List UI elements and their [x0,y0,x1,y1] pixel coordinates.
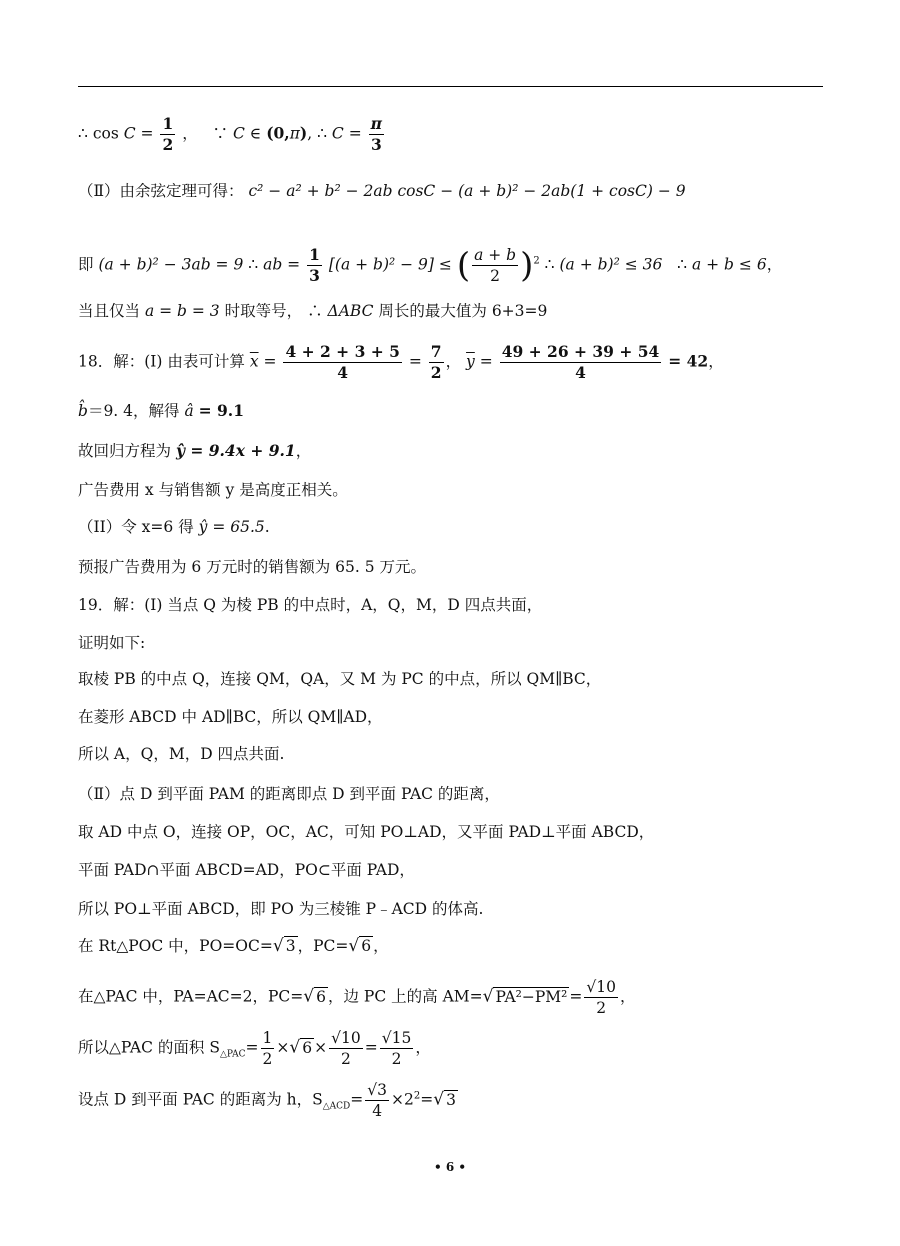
fraction-half: $\frac{1}{2}$ [262,1029,273,1068]
header-rule [78,86,823,87]
fraction-one-half: $\frac{1}{2}$ [162,114,174,154]
line-height: 所以 PO⊥平面 ABCD，即 PO 为三棱锥 P﹣ACD 的体高. [78,900,484,918]
fraction-pi-over-three: $\frac{\pi}{3}$ [370,114,383,154]
fraction-sqrt10-half: $\frac{√10}{2}$ [331,1029,361,1068]
line-equality-condition: 当且仅当 a = b = 3 时取等号， ∴ ΔABC 周长的最大值为 6+3=9 [78,302,548,320]
fraction-x-mean: $\frac{4 + 2 + 3 + 5}{4}$ [285,342,400,382]
page-number: • 6 • [433,1160,467,1174]
line-cos-c: ∴ cos C = $\frac{1}{2}$ ， ∵ C ∈ (0,π), ∴ C = $\frac{\pi}{3}$ [78,114,383,154]
line-rt-triangle: 在 Rt△POC 中，PO=OC=√ 3 ，PC=√ 6 ， [78,936,389,956]
line-midpoint-o: 取 AD 中点 O，连接 OP，OC，AC，可知 PO⊥AD，又平面 PAD⊥平面 ABCD， [78,823,655,841]
line-proof-2: 在菱形 ABCD 中 AD∥BC，所以 QM∥AD， [78,708,383,726]
line-plane-intersection: 平面 PAD∩平面 ABCD=AD，PO⊂平面 PAD， [78,861,415,879]
line-proof-3: 所以 A，Q，M，D 四点共面. [78,745,285,763]
fraction-y-mean: $\frac{49 + 26 + 39 + 54}{4}$ [501,342,660,382]
line-problem-19: 19．解：(Ⅰ) 当点 Q 为棱 PB 的中点时，A，Q，M，D 四点共面， [78,596,543,614]
fraction-a-plus-b-over-two: $\frac{a + b}{2}$ [474,246,517,285]
fraction-sqrt10-over-2: $\frac{√10}{2}$ [586,978,617,1017]
fraction-one-third: $\frac{1}{3}$ [309,245,320,285]
fraction-seven-halves: $\frac{7}{2}$ [430,342,442,382]
line-law-of-cosines: （Ⅱ）由余弦定理可得： c² − a² + b² − 2ab cosC − (a + b)² − 2ab(1 + cosC) − 9 [78,182,686,200]
line-forecast: 预报广告费用为 6 万元时的销售额为 65. 5 万元。 [78,558,427,576]
fraction-sqrt15-half: $\frac{√15}{2}$ [381,1029,412,1068]
line-area-pac: 所以△PAC 的面积 $S_{\triangle PAC}=$ $\frac{1}{2}$ ×√ 6 × $\frac{√10}{2}$ = $\frac{√15}{2}$ ， [78,1029,431,1068]
line-correlation: 广告费用 x 与销售额 y 是高度正相关。 [78,481,348,499]
line-part-ii-predict: （II）令 x=6 得 ŷ = 65.5. [78,518,270,536]
line-inequality: 即 (a + b)² − 3ab = 9 ∴ ab = $\frac{1}{3}$ [(a + b)² − 9] ≤ ( $\frac{a + b}{2}$ )$^2$ ∴ (a + b)² ≤ 36 ∴ a + b ≤ 6， [78,245,783,286]
line-regression-equation: 故回归方程为 ŷ = 9.4x + 9.1， [78,441,312,460]
line-proof-1: 取棱 PB 的中点 Q，连接 QM，QA，又 M 为 PC 的中点，所以 QM∥BC， [78,670,602,688]
line-coefficients: b̂＝9. 4，解得 â = 9.1 [78,401,244,420]
therefore-symbol: ∴ [78,124,88,143]
line-problem-18-means: 18．解：(I) 由表可计算 $\overline{x}$ = $\frac{4 + 2 + 3 + 5}{4}$ = $\frac{7}{2}$ ， $\overline{y}$ = $\frac{49 + 26 + 39 + 54}{4}$ = 42， [78,342,724,382]
line-distance-h: 设点 D 到平面 PAC 的距离为 h，$S_{\triangle ACD}=$ $\frac{√3}{4}$ $\times 2^2=√$ 3 [78,1081,456,1120]
line-proof-intro: 证明如下: [78,634,146,652]
line-part-ii-distance: （Ⅱ）点 D 到平面 PAM 的距离即点 D 到平面 PAC 的距离， [78,785,500,803]
line-triangle-pac: 在△PAC 中，PA=AC=2，PC=√ 6 ，边 PC 上的高 AM=√ PA²−PM² = $\frac{√10}{2}$ ， [78,978,636,1017]
fraction-sqrt3-over-4: $\frac{√3}{4}$ [367,1081,388,1120]
